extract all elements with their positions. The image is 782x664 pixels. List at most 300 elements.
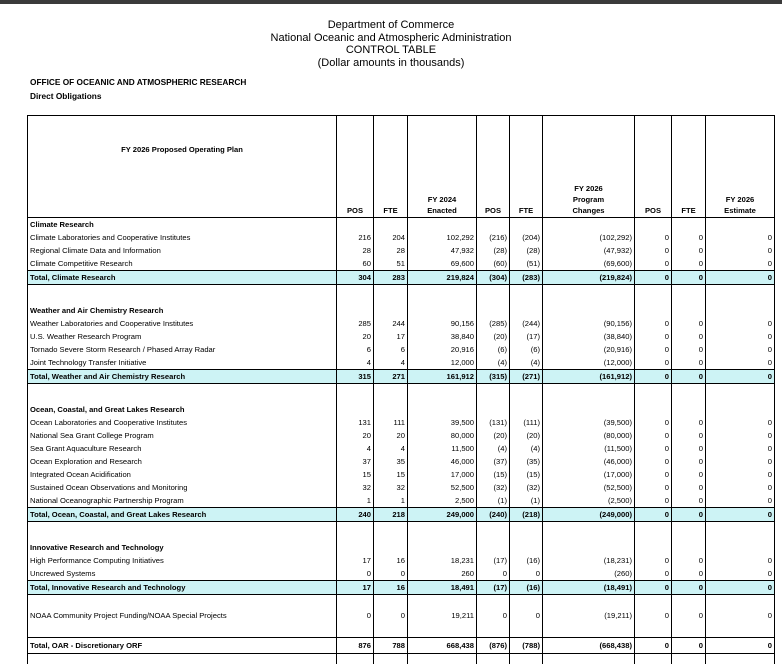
cell-value [635, 629, 672, 638]
row-label: Tornado Severe Storm Research / Phased Array Radar [28, 343, 337, 356]
empty-cell [672, 541, 706, 554]
cell-value: 0 [706, 231, 775, 244]
section-title: Innovative Research and Technology [28, 541, 337, 554]
empty-cell [408, 541, 477, 554]
cell-value: (4) [477, 442, 510, 455]
cell-value: 0 [706, 343, 775, 356]
cell-value: 0 [635, 416, 672, 429]
cell-value: 0 [706, 455, 775, 468]
cell-value: 0 [706, 271, 775, 285]
cell-value: 0 [672, 356, 706, 370]
cell-value: 0 [672, 244, 706, 257]
cell-value: 37 [337, 455, 374, 468]
cell-value [510, 522, 543, 542]
cell-value: 15 [337, 468, 374, 481]
empty-cell [635, 218, 672, 232]
col-header-fte-enacted: FTE [374, 116, 408, 218]
cell-value: (17,000) [543, 468, 635, 481]
cell-value: 0 [672, 257, 706, 271]
cell-value: 876 [337, 638, 374, 654]
cell-value: 0 [706, 244, 775, 257]
cell-value: (35) [510, 455, 543, 468]
row-label: Ocean Laboratories and Cooperative Institutes [28, 416, 337, 429]
office-label: OFFICE OF OCEANIC AND ATMOSPHERIC RESEARCH [30, 77, 246, 87]
row-label [28, 384, 337, 404]
cell-value [408, 595, 477, 604]
section-title-row [28, 541, 775, 554]
cell-value: 0 [635, 468, 672, 481]
cell-value: 20 [374, 429, 408, 442]
cell-value [706, 629, 775, 638]
cell-value: 17 [337, 554, 374, 567]
cell-value [543, 285, 635, 305]
cell-value: (249,000) [543, 508, 635, 522]
row-label: High Performance Computing Initiatives [28, 554, 337, 567]
cell-value [672, 595, 706, 604]
cell-value [374, 384, 408, 404]
agency-title: National Oceanic and Atmospheric Administration [0, 32, 782, 45]
cell-value: 0 [706, 442, 775, 455]
cell-value: 0 [672, 481, 706, 494]
cell-value: 0 [706, 494, 775, 508]
cell-value: 0 [635, 429, 672, 442]
cell-value: 0 [635, 370, 672, 384]
table-row [28, 343, 775, 356]
cell-value: 0 [706, 468, 775, 481]
cell-value [543, 654, 635, 664]
empty-cell [374, 218, 408, 232]
cell-value: 32 [374, 481, 408, 494]
col-header-estimate-label: Estimate [724, 206, 756, 215]
cell-value: 80,000 [408, 429, 477, 442]
cell-value: (131) [477, 416, 510, 429]
cell-value: 304 [337, 271, 374, 285]
row-label: Total, Weather and Air Chemistry Research [28, 370, 337, 384]
table-row [28, 244, 775, 257]
cell-value [337, 654, 374, 664]
row-label: Climate Laboratories and Cooperative Institutes [28, 231, 337, 244]
cell-value [635, 285, 672, 305]
cell-value: (18,491) [543, 581, 635, 595]
cell-value: (216) [477, 231, 510, 244]
cell-value: (28) [477, 244, 510, 257]
cell-value: (161,912) [543, 370, 635, 384]
cell-value: (20,916) [543, 343, 635, 356]
empty-cell [374, 541, 408, 554]
cell-value: 111 [374, 416, 408, 429]
cell-value [672, 384, 706, 404]
cell-value: 0 [706, 554, 775, 567]
cell-value: 4 [374, 442, 408, 455]
cell-value: 219,824 [408, 271, 477, 285]
cell-value: (111) [510, 416, 543, 429]
cell-value: (51) [510, 257, 543, 271]
cell-value: 4 [337, 356, 374, 370]
empty-cell [510, 218, 543, 232]
cell-value: 0 [706, 356, 775, 370]
column-header-row [28, 116, 775, 218]
cell-value: (15) [477, 468, 510, 481]
cell-value: 161,912 [408, 370, 477, 384]
cell-value: 0 [672, 317, 706, 330]
col-header-pos-enacted: POS [337, 116, 374, 218]
row-label: U.S. Weather Research Program [28, 330, 337, 343]
empty-cell [477, 304, 510, 317]
row-label: Sustained Ocean Observations and Monitoring [28, 481, 337, 494]
cell-value [408, 654, 477, 664]
row-label: Climate Competitive Research [28, 257, 337, 271]
row-label: Weather Laboratories and Cooperative Institutes [28, 317, 337, 330]
cell-value: 0 [706, 567, 775, 581]
empty-cell [337, 218, 374, 232]
row-label: Total, Innovative Research and Technology [28, 581, 337, 595]
cell-value: 285 [337, 317, 374, 330]
empty-cell [408, 218, 477, 232]
cell-value: 218 [374, 508, 408, 522]
cell-value [477, 384, 510, 404]
cell-value: 0 [374, 567, 408, 581]
control-table [27, 115, 775, 664]
table-row [28, 481, 775, 494]
table-row [28, 257, 775, 271]
cell-value: 0 [337, 567, 374, 581]
cell-value: 788 [374, 638, 408, 654]
cell-value [543, 629, 635, 638]
col-header-pos-changes: POS [477, 116, 510, 218]
empty-cell [706, 304, 775, 317]
col-header-estimate-year: FY 2026 [726, 195, 755, 204]
section-title: Weather and Air Chemistry Research [28, 304, 337, 317]
row-label: Total, OAR - Discretionary ORF [28, 638, 337, 654]
cell-value: (219,824) [543, 271, 635, 285]
cell-value: 6 [374, 343, 408, 356]
cell-value: 28 [374, 244, 408, 257]
row-label [28, 629, 337, 638]
cell-value [543, 595, 635, 604]
cell-value: 216 [337, 231, 374, 244]
cell-value: (32) [510, 481, 543, 494]
cell-value: (47,932) [543, 244, 635, 257]
cell-value: 19,211 [408, 603, 477, 629]
empty-cell [543, 218, 635, 232]
cell-value [374, 629, 408, 638]
direct-obligations-label: Direct Obligations [30, 91, 101, 101]
row-label: NOAA Community Project Funding/NOAA Special Projects [28, 603, 337, 629]
cell-value [635, 384, 672, 404]
cell-value [510, 595, 543, 604]
cell-value: 0 [635, 343, 672, 356]
empty-cell [672, 403, 706, 416]
col-header-changes [543, 116, 635, 218]
row-label [28, 522, 337, 542]
section-title: Climate Research [28, 218, 337, 232]
cell-value: 0 [635, 356, 672, 370]
col-header-enacted-year: FY 2024 [428, 195, 457, 204]
cell-value [337, 522, 374, 542]
cell-value [408, 285, 477, 305]
cell-value: 102,292 [408, 231, 477, 244]
cell-value [706, 384, 775, 404]
total-row [28, 271, 775, 285]
cell-value: (271) [510, 370, 543, 384]
cell-value: 0 [672, 554, 706, 567]
total-row [28, 508, 775, 522]
cell-value: 0 [477, 603, 510, 629]
table-row [28, 231, 775, 244]
row-label: Total, Climate Research [28, 271, 337, 285]
cell-value: 12,000 [408, 356, 477, 370]
cell-value: 0 [510, 567, 543, 581]
cell-value: 6 [337, 343, 374, 356]
cell-value [374, 654, 408, 664]
cell-value: 16 [374, 581, 408, 595]
cell-value: 0 [672, 638, 706, 654]
cell-value: 0 [706, 416, 775, 429]
cell-value: 0 [706, 317, 775, 330]
cell-value: 0 [510, 603, 543, 629]
cell-value [510, 654, 543, 664]
cell-value: 0 [672, 508, 706, 522]
empty-cell [543, 304, 635, 317]
cell-value: 0 [635, 481, 672, 494]
cell-value [337, 629, 374, 638]
cell-value: (788) [510, 638, 543, 654]
cell-value [477, 654, 510, 664]
row-label [28, 595, 337, 604]
cell-value: 35 [374, 455, 408, 468]
cell-value: (668,438) [543, 638, 635, 654]
col-header-changes-label2: Changes [572, 206, 604, 215]
row-label [28, 654, 337, 664]
col-header-changes-label1: Program [573, 195, 604, 204]
empty-cell [706, 218, 775, 232]
cell-value: (876) [477, 638, 510, 654]
section-title-row [28, 218, 775, 232]
spacer-row [28, 522, 775, 542]
empty-cell [337, 403, 374, 416]
cell-value: (315) [477, 370, 510, 384]
row-label: Joint Technology Transfer Initiative [28, 356, 337, 370]
cell-value: 47,932 [408, 244, 477, 257]
cell-value: 51 [374, 257, 408, 271]
col-header-enacted [408, 116, 477, 218]
cell-value [510, 285, 543, 305]
cell-value: 17 [337, 581, 374, 595]
table-row [28, 468, 775, 481]
cell-value [543, 522, 635, 542]
cell-value: 2,500 [408, 494, 477, 508]
cell-value: 315 [337, 370, 374, 384]
col-header-estimate [706, 116, 775, 218]
empty-cell [477, 541, 510, 554]
cell-value: (6) [510, 343, 543, 356]
cell-value: (17) [477, 581, 510, 595]
cell-value: (2,500) [543, 494, 635, 508]
cell-value [477, 522, 510, 542]
cell-value: 4 [374, 356, 408, 370]
cell-value [477, 629, 510, 638]
cell-value: 0 [672, 330, 706, 343]
cell-value: 260 [408, 567, 477, 581]
cell-value [510, 629, 543, 638]
cell-value: 0 [672, 468, 706, 481]
cell-value: 0 [672, 494, 706, 508]
cell-value: (16) [510, 554, 543, 567]
empty-cell [706, 541, 775, 554]
cell-value: (218) [510, 508, 543, 522]
cell-value: (37) [477, 455, 510, 468]
cell-value: (39,500) [543, 416, 635, 429]
col-header-fte-changes: FTE [510, 116, 543, 218]
cell-value: (4) [510, 356, 543, 370]
cell-value: (17) [510, 330, 543, 343]
cell-value: 16 [374, 554, 408, 567]
cell-value: 0 [706, 257, 775, 271]
cell-value: (20) [477, 429, 510, 442]
cell-value: 668,438 [408, 638, 477, 654]
cell-value: 244 [374, 317, 408, 330]
cell-value [510, 384, 543, 404]
cell-value: (102,292) [543, 231, 635, 244]
cell-value: (260) [543, 567, 635, 581]
row-label: Regional Climate Data and Information [28, 244, 337, 257]
cell-value: (240) [477, 508, 510, 522]
cell-value: 0 [635, 508, 672, 522]
cell-value: 52,500 [408, 481, 477, 494]
spacer-row [28, 629, 775, 638]
cell-value: (12,000) [543, 356, 635, 370]
table-body [28, 218, 775, 664]
cell-value: (4) [477, 356, 510, 370]
row-label: National Oceanographic Partnership Program [28, 494, 337, 508]
document-header [0, 19, 782, 69]
cell-value: 0 [635, 231, 672, 244]
cell-value: 0 [706, 429, 775, 442]
cell-value: (32) [477, 481, 510, 494]
cell-value: 0 [635, 603, 672, 629]
col-header-changes-year: FY 2026 [574, 184, 603, 193]
cell-value [477, 285, 510, 305]
table-row [28, 416, 775, 429]
section-title: Ocean, Coastal, and Great Lakes Research [28, 403, 337, 416]
empty-cell [543, 403, 635, 416]
cell-value: 131 [337, 416, 374, 429]
cell-value: 204 [374, 231, 408, 244]
cell-value: (285) [477, 317, 510, 330]
cell-value: (16) [510, 581, 543, 595]
cell-value: (4) [510, 442, 543, 455]
table-row [28, 455, 775, 468]
cell-value: 38,840 [408, 330, 477, 343]
spacer-row [28, 654, 775, 664]
cell-value: 0 [635, 244, 672, 257]
row-label: Sea Grant Aquaculture Research [28, 442, 337, 455]
cell-value [374, 522, 408, 542]
col-header-enacted-label: Enacted [427, 206, 457, 215]
total-row [28, 581, 775, 595]
empty-cell [374, 403, 408, 416]
cell-value [672, 285, 706, 305]
empty-cell [477, 403, 510, 416]
cell-value [672, 629, 706, 638]
cell-value: 46,000 [408, 455, 477, 468]
table-row [28, 494, 775, 508]
cell-value: 0 [706, 370, 775, 384]
units-note: (Dollar amounts in thousands) [0, 57, 782, 70]
department-title: Department of Commerce [0, 19, 782, 32]
cell-value [337, 384, 374, 404]
cell-value: (17) [477, 554, 510, 567]
cell-value [672, 654, 706, 664]
cell-value: 39,500 [408, 416, 477, 429]
cell-value: (1) [477, 494, 510, 508]
empty-cell [672, 218, 706, 232]
cell-value: 0 [635, 567, 672, 581]
cell-value: 4 [337, 442, 374, 455]
table-row [28, 317, 775, 330]
cell-value: 18,231 [408, 554, 477, 567]
cell-value [374, 595, 408, 604]
cell-value: 90,156 [408, 317, 477, 330]
cell-value [337, 595, 374, 604]
cell-value [635, 595, 672, 604]
empty-cell [510, 541, 543, 554]
cell-value [374, 285, 408, 305]
cell-value: 0 [477, 567, 510, 581]
row-label [28, 285, 337, 305]
cell-value [706, 522, 775, 542]
empty-cell [510, 403, 543, 416]
cell-value: (18,231) [543, 554, 635, 567]
row-label: Uncrewed Systems [28, 567, 337, 581]
row-label: Ocean Exploration and Research [28, 455, 337, 468]
cell-value: 0 [635, 317, 672, 330]
section-title-row [28, 403, 775, 416]
cell-value: 0 [672, 416, 706, 429]
cell-value: (28) [510, 244, 543, 257]
cell-value: 0 [635, 638, 672, 654]
cell-value: 0 [706, 330, 775, 343]
total-row [28, 370, 775, 384]
empty-cell [635, 304, 672, 317]
table-row [28, 429, 775, 442]
cell-value: 0 [672, 271, 706, 285]
empty-cell [408, 304, 477, 317]
section-title-row [28, 304, 775, 317]
cell-value: 0 [706, 638, 775, 654]
cell-value: 283 [374, 271, 408, 285]
cell-value: 0 [672, 455, 706, 468]
cell-value: 0 [337, 603, 374, 629]
cell-value [477, 595, 510, 604]
cell-value: 0 [706, 581, 775, 595]
table-row [28, 554, 775, 567]
cell-value: (11,500) [543, 442, 635, 455]
empty-cell [408, 403, 477, 416]
cell-value: (46,000) [543, 455, 635, 468]
cell-value: (38,840) [543, 330, 635, 343]
cell-value: 0 [672, 429, 706, 442]
cell-value [706, 285, 775, 305]
cell-value: 11,500 [408, 442, 477, 455]
cell-value [408, 384, 477, 404]
cell-value: 0 [635, 554, 672, 567]
cell-value: 0 [374, 603, 408, 629]
empty-cell [510, 304, 543, 317]
table-title: CONTROL TABLE [0, 44, 782, 57]
cell-value: 17 [374, 330, 408, 343]
empty-cell [337, 541, 374, 554]
